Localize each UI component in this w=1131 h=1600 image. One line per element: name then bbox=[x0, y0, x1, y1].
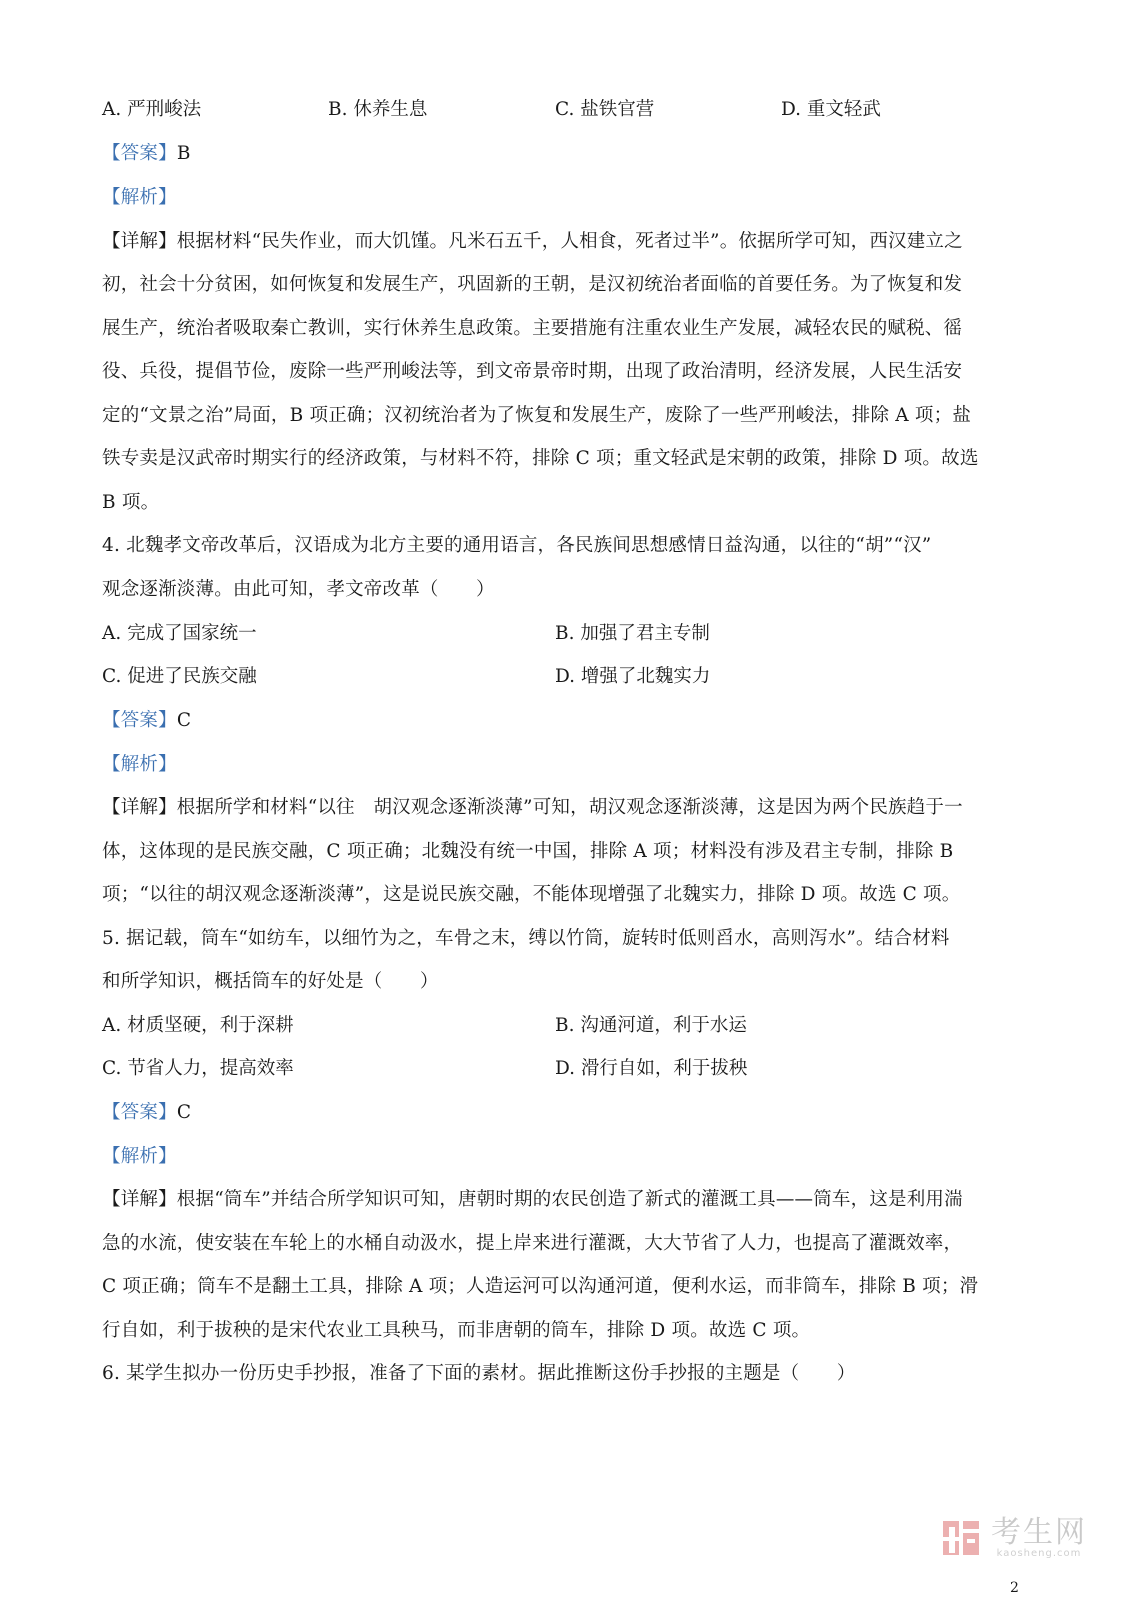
q4-answer bbox=[102, 706, 191, 732]
q3-detail-line: 定的“文景之治”局面，B 项正确；汉初统治者为了恢复和发展生产，废除了一些严刑峻法，排除 A 项；盐 bbox=[102, 405, 972, 426]
q5-detail-line: 行自如，利于拔秧的是宋代农业工具秧马，而非唐朝的筒车，排除 D 项。故选 C 项。 bbox=[102, 1320, 811, 1341]
q5-detail-line: 【详解】根据“筒车”并结合所学知识可知，唐朝时期的农民创造了新式的灌溉工具——筒车，这是利用湍 bbox=[102, 1189, 963, 1210]
q4-analysis-tag: 【解析】 bbox=[102, 754, 177, 775]
answer-tag: 【答案】 bbox=[102, 1102, 177, 1123]
answer-value: C bbox=[176, 1102, 192, 1123]
answer-tag: 【答案】 bbox=[102, 710, 177, 731]
q5-stem-line: 和所学知识，概括筒车的好处是（ ） bbox=[102, 971, 439, 992]
q4-option-c: C. 促进了民族交融 bbox=[102, 666, 257, 687]
q4-option-a: A. 完成了国家统一 bbox=[102, 623, 257, 644]
q3-detail-line: 【详解】根据材料“民失作业，而大饥馑。凡米石五千，人相食，死者过半”。依据所学可知，西汉建立之 bbox=[102, 231, 963, 252]
q3-analysis-tag: 【解析】 bbox=[102, 187, 177, 208]
q3-option-d: D. 重文轻武 bbox=[781, 99, 881, 120]
q3-option-b: B. 休养生息 bbox=[328, 99, 428, 120]
q3-detail-line: 役、兵役，提倡节俭，废除一些严刑峻法等，到文帝景帝时期，出现了政治清明，经济发展，人民生活安 bbox=[102, 361, 963, 382]
q3-answer bbox=[102, 139, 191, 165]
q4-detail-line: 体，这体现的是民族交融，C 项正确；北魏没有统一中国，排除 A 项；材料没有涉及君主专制，排除 B bbox=[102, 841, 954, 862]
q5-option-d: D. 滑行自如，利于拔秧 bbox=[555, 1058, 748, 1079]
q5-answer bbox=[102, 1098, 191, 1124]
watermark-sub-text: kaosheng.com bbox=[996, 1547, 1082, 1559]
q3-option-c: C. 盐铁官营 bbox=[555, 99, 655, 120]
q3-detail-line: 铁专卖是汉武帝时期实行的经济政策，与材料不符，排除 C 项；重文轻武是宋朝的政策，排除 D 项。故选 bbox=[102, 448, 979, 469]
q5-stem-line: 5. 据记载，筒车“如纺车，以细竹为之，车骨之末，缚以竹筒，旋转时低则舀水，高则泻水”。结合材料 bbox=[102, 928, 950, 949]
q5-detail-line: 急的水流，使安装在车轮上的水桶自动汲水，提上岸来进行灌溉，大大节省了人力，也提高了灌溉效率， bbox=[102, 1233, 963, 1254]
q5-option-a: A. 材质坚硬，利于深耕 bbox=[102, 1015, 294, 1036]
q4-detail-line: 【详解】根据所学和材料“以往 胡汉观念逐渐淡薄”可知，胡汉观念逐渐淡薄，这是因为两个民族趋于一 bbox=[102, 797, 963, 818]
q3-detail-line: 展生产，统治者吸取秦亡教训，实行休养生息政策。主要措施有注重农业生产发展，减轻农民的赋税、徭 bbox=[102, 318, 963, 339]
q6-stem: 6. 某学生拟办一份历史手抄报，准备了下面的素材。据此推断这份手抄报的主题是（ ） bbox=[102, 1363, 856, 1384]
q5-analysis-tag: 【解析】 bbox=[102, 1146, 177, 1167]
q4-stem-line: 观念逐渐淡薄。由此可知，孝文帝改革（ ） bbox=[102, 579, 495, 600]
answer-value: C bbox=[176, 710, 192, 731]
watermark-logo-icon bbox=[941, 1517, 983, 1559]
q3-detail-line: B 项。 bbox=[102, 492, 160, 513]
watermark bbox=[941, 1514, 1087, 1559]
page-number: 2 bbox=[1010, 1580, 1019, 1596]
q4-option-b: B. 加强了君主专制 bbox=[555, 623, 710, 644]
q4-detail-line: 项；“以往的胡汉观念逐渐淡薄”，这是说民族交融，不能体现增强了北魏实力，排除 D 项。故选 C 项。 bbox=[102, 884, 961, 905]
q3-option-a: A. 严刑峻法 bbox=[102, 99, 202, 120]
watermark-main-text: 考生网 bbox=[991, 1514, 1087, 1550]
answer-value: B bbox=[176, 143, 191, 164]
q5-option-c: C. 节省人力，提高效率 bbox=[102, 1058, 294, 1079]
answer-tag: 【答案】 bbox=[102, 143, 177, 164]
q5-detail-line: C 项正确；筒车不是翻土工具，排除 A 项；人造运河可以沟通河道，便利水运，而非筒车，排除 B 项；滑 bbox=[102, 1276, 979, 1297]
q4-option-d: D. 增强了北魏实力 bbox=[555, 666, 711, 687]
q5-option-b: B. 沟通河道，利于水运 bbox=[555, 1015, 747, 1036]
q3-detail-line: 初，社会十分贫困，如何恢复和发展生产，巩固新的王朝，是汉初统治者面临的首要任务。为了恢复和发 bbox=[102, 274, 963, 295]
q4-stem-line: 4. 北魏孝文帝改革后，汉语成为北方主要的通用语言，各民族间思想感情日益沟通，以往的“胡”“汉” bbox=[102, 535, 932, 556]
